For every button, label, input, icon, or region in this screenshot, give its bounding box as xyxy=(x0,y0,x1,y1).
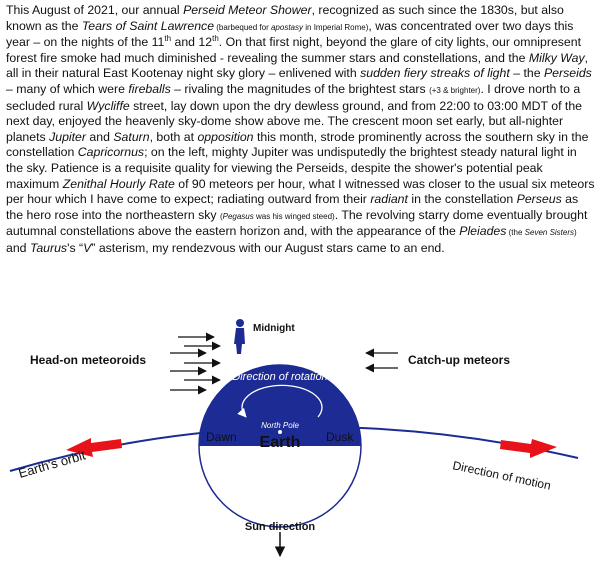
seven-sisters-note: (the Seven Sisters) xyxy=(506,228,577,238)
catch-up-meteor-arrows xyxy=(366,353,398,368)
shower-name: Perseid Meteor Shower xyxy=(183,3,312,17)
label-rotation: Direction of rotation xyxy=(232,371,328,383)
article-text: This August of 2021, our annual Perseid Meteor Shower, recognized as such since the 1830s, but also known as the Tears of Saint Lawrence (barbequed for apostasy in Imperial Rome), was concentrated over two days this year – on the nights of the 11th and 12th. On that first night, beyond the glare of city lights, our omnipresent forest fire smoke had much diminished - revealing the summer stars and constellations, and the Milky Way, all in their natural East Kootenay night sky glory – enlivened with sudden fiery streaks of light – the Perseids – many of which were fireballs – rivaling the magnitudes of the brightest stars (+3 & brighter). I drove north to a secluded rural Wycliffe street, lay down upon the dry dewless ground, and from 22:00 to 03:00 MDT of the next day, enjoyed the heavenly sky-dome show above me. The crescent moon set early, but all-nighter planets Jupiter and Saturn, both at opposition this month, strode prominently across the southern sky in the constellation Capricornus; on the left, mighty Jupiter was undisputedly the brightest steady natural light in the sky. Patience is a requisite quality for viewing the Perseids, despite the shower's potential peak maximum Zenithal Hourly Rate of 90 meteors per hour, what I witnessed was closer to the usual six meteors per hour which I have come to expect; radiating outward from their radiant in the constellation Perseus as the hero rose into the northeastern sky (Pegasus was his winged steed). The revolving starry dome eventually brought autumnal constellations above the eastern horizon and, with the appearance of the Pleiades (the Seven Sisters) and Taurus's “V” asterism, my rendezvous with our August stars came to an end. xyxy=(6,3,595,255)
head-on-meteor-arrows xyxy=(170,337,220,390)
label-dusk: Dusk xyxy=(326,430,354,444)
label-sun: Sun direction xyxy=(244,521,316,533)
label-catch-up: Catch-up meteors xyxy=(408,353,511,367)
label-dawn: Dawn xyxy=(206,430,237,444)
pegasus-note: (Pegasus was his winged steed) xyxy=(219,211,335,221)
label-north-pole: North Pole xyxy=(261,421,299,430)
label-head-on: Head-on meteoroids xyxy=(30,353,147,367)
label-midnight: Midnight xyxy=(253,323,295,334)
orbit-arrow-right-icon xyxy=(500,439,557,458)
barbecued-note: (barbequed for apostasy in Imperial Rome) xyxy=(214,22,369,32)
tears-name: Tears of Saint Lawrence xyxy=(81,18,215,33)
label-motion: Direction of motion xyxy=(451,458,553,493)
observer-icon xyxy=(234,319,245,354)
label-earths-orbit: Earth's orbit xyxy=(16,447,88,481)
earth-diagram xyxy=(0,308,600,565)
label-earth: Earth xyxy=(259,434,301,451)
